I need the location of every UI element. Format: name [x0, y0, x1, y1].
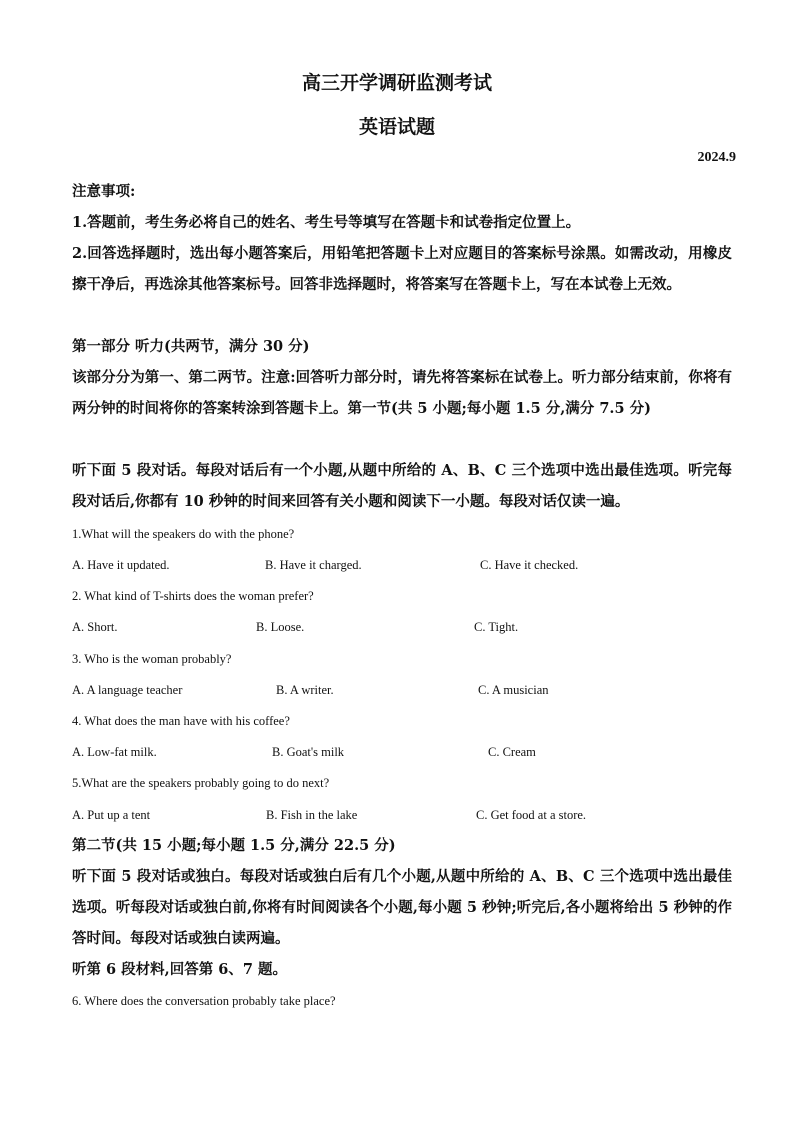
section2-heading: 第二节(共 15 小题;每小题 1.5 分,满分 22.5 分) — [72, 837, 396, 854]
question-1-option-c: C. Have it checked. — [480, 558, 579, 572]
question-2-option-a: A. Short. — [72, 620, 118, 634]
part1-heading: 第一部分 听力(共两节，满分 30 分) — [72, 338, 310, 355]
exam-date: 2024.9 — [697, 150, 736, 165]
question-5-option-c: C. Get food at a store. — [476, 808, 587, 822]
question-1-stem: 1.What will the speakers do with the phone? — [72, 527, 295, 541]
question-2-option-c: C. Tight. — [474, 620, 519, 634]
exam-title: 高三开学调研监测考试 — [301, 72, 492, 94]
notes-item-2: 2.回答选择题时，选出每小题答案后，用铅笔把答题卡上对应题目的答案标号涂黑。如需改动，用橡皮擦干净后，再选涂其他答案标号。回答非选择题时，将答案写在答题卡上，写在本试卷上无效。 — [72, 245, 732, 293]
exam-subtitle: 英语试题 — [358, 116, 435, 138]
part1-directions: 听下面 5 段对话。每段对话后有一个小题,从题中所给的 A、B、C 三个选项中选出最佳选项。听完每段对话后,你都有 10 秒钟的时间来回答有关小题和阅读下一小题。每段对话仅读一遍。 — [72, 462, 732, 510]
section2-directions: 听下面 5 段对话或独白。每段对话或独白后有几个小题,从题中所给的 A、B、C 三个选项中选出最佳选项。听每段对话或独白前,你将有时间阅读各个小题,每小题 5 秒钟;听完后,各小题将给出 5 秒钟的作答时间。每段对话或独白读两遍。 — [72, 868, 732, 947]
question-3-stem: 3. Who is the woman probably? — [72, 652, 232, 666]
notes-heading: 注意事项: — [72, 183, 136, 200]
question-1-option-b: B. Have it charged. — [265, 558, 362, 572]
notes-item-1: 1.答题前，考生务必将自己的姓名、考生号等填写在答题卡和试卷指定位置上。 — [72, 214, 581, 231]
question-3-option-b: B. A writer. — [276, 683, 334, 697]
question-2-option-b: B. Loose. — [256, 620, 305, 634]
question-5-stem: 5.What are the speakers probably going to do next? — [72, 776, 330, 790]
question-3-option-c: C. A musician — [478, 683, 549, 697]
question-4-option-a: A. Low-fat milk. — [72, 745, 157, 759]
question-4-stem: 4. What does the man have with his coffee? — [72, 714, 290, 728]
part1-intro: 该部分分为第一、第二两节。注意:回答听力部分时，请先将答案标在试卷上。听力部分结束前，你将有两分钟的时间将你的答案转涂到答题卡上。第一节(共 5 小题;每小题 1.5 分,满分 7.5 分) — [72, 369, 732, 417]
question-2-stem: 2. What kind of T-shirts does the woman prefer? — [72, 589, 314, 603]
question-5-option-b: B. Fish in the lake — [266, 808, 358, 822]
question-3-option-a: A. A language teacher — [72, 683, 183, 697]
question-1-option-a: A. Have it updated. — [72, 558, 170, 572]
question-4-option-c: C. Cream — [488, 745, 536, 759]
question-4-option-b: B. Goat's milk — [272, 745, 345, 759]
section2-material: 听第 6 段材料,回答第 6、7 题。 — [72, 961, 288, 978]
question-6-stem: 6. Where does the conversation probably take place? — [72, 994, 336, 1008]
question-5-option-a: A. Put up a tent — [72, 808, 151, 822]
